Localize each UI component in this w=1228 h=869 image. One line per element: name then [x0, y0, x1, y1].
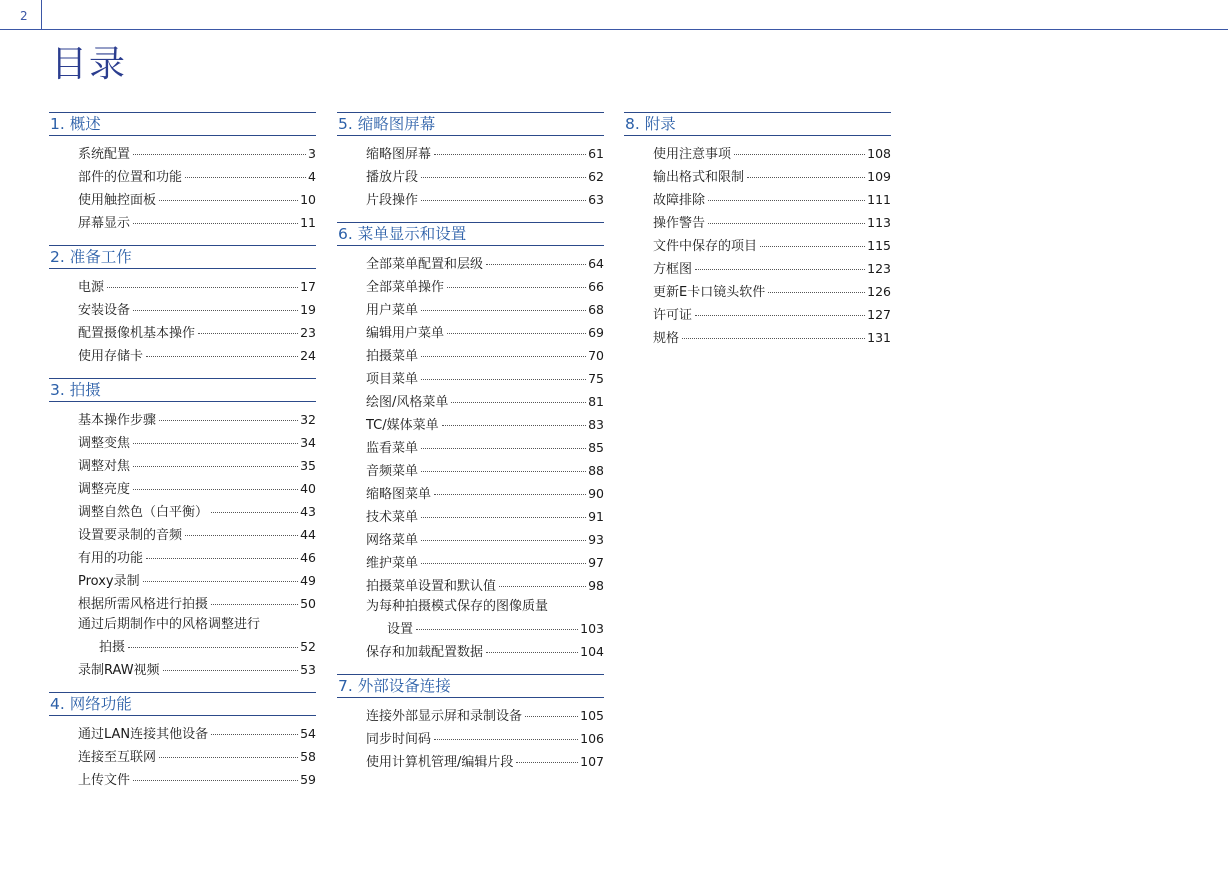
dot-leader — [760, 246, 865, 247]
dot-leader — [708, 223, 865, 224]
toc-entry-page: 35 — [300, 458, 316, 473]
dot-leader — [198, 333, 298, 334]
dot-leader — [146, 558, 298, 559]
toc-entry-page: 108 — [867, 146, 891, 161]
dot-leader — [159, 757, 298, 758]
toc-entry-page: 75 — [588, 371, 604, 386]
toc-entry-title: 许可证 — [653, 308, 693, 323]
toc-entry-title: 使用注意事项 — [653, 147, 732, 162]
toc-entry-page: 4 — [308, 169, 316, 184]
toc-entry-page: 107 — [580, 754, 604, 769]
toc-entry-page: 88 — [588, 463, 604, 478]
dot-leader — [146, 356, 298, 357]
toc-entry-page: 68 — [588, 302, 604, 317]
toc-entry[interactable] — [653, 188, 891, 211]
toc-entry-page: 64 — [588, 256, 604, 271]
toc-entry-title: 调整对焦 — [78, 459, 131, 474]
toc-entry-title: 同步时间码 — [366, 732, 432, 747]
toc-entry-title: TC/媒体菜单 — [366, 418, 439, 433]
toc-entry-title: 技术菜单 — [366, 510, 419, 525]
toc-entry-title: 缩略图屏幕 — [366, 147, 432, 162]
toc-entry-page: 54 — [300, 726, 316, 741]
toc-entry-title: 编辑用户菜单 — [366, 326, 445, 341]
section-heading[interactable]: 8. 附录 — [624, 112, 891, 136]
toc-entry-page: 105 — [580, 708, 604, 723]
toc-entry-page: 131 — [867, 330, 891, 345]
toc-column-1 — [49, 112, 316, 802]
dot-leader — [734, 154, 865, 155]
toc-entry-list — [337, 252, 604, 663]
toc-entry-page: 43 — [300, 504, 316, 519]
toc-entry[interactable] — [78, 745, 316, 768]
toc-entry-title: 根据所需风格进行拍摄 — [78, 597, 209, 612]
toc-entry[interactable] — [366, 617, 604, 640]
toc-entry[interactable] — [366, 551, 604, 574]
dot-leader — [421, 517, 586, 518]
toc-entry-page: 93 — [588, 532, 604, 547]
toc-entry[interactable] — [366, 528, 604, 551]
toc-entry-title: 安装设备 — [78, 303, 131, 318]
dot-leader — [442, 425, 586, 426]
toc-entry[interactable] — [366, 436, 604, 459]
toc-entry-page: 66 — [588, 279, 604, 294]
toc-entry[interactable] — [78, 188, 316, 211]
toc-section — [624, 112, 891, 349]
toc-entry-title: 连接外部显示屏和录制设备 — [366, 709, 523, 724]
toc-entry-page: 11 — [300, 215, 316, 230]
dot-leader — [159, 420, 298, 421]
toc-section — [49, 112, 316, 234]
toc-entry-title: 调整亮度 — [78, 482, 131, 497]
dot-leader — [768, 292, 865, 293]
toc-entry-title: 音频菜单 — [366, 464, 419, 479]
toc-entry[interactable] — [366, 252, 604, 275]
toc-entry-title: 通过后期制作中的风格调整进行 — [78, 617, 261, 632]
dot-leader — [143, 581, 298, 582]
toc-entry-page: 23 — [300, 325, 316, 340]
dot-leader — [682, 338, 865, 339]
page-title: 目录 — [51, 44, 128, 85]
toc-column-2 — [337, 112, 604, 784]
toc-entry-title: 调整变焦 — [78, 436, 131, 451]
toc-entry-page: 109 — [867, 169, 891, 184]
toc-entry-title: 使用触控面板 — [78, 193, 157, 208]
dot-leader — [695, 315, 865, 316]
toc-column-3 — [624, 112, 891, 360]
dot-leader — [421, 471, 586, 472]
toc-entry-page: 17 — [300, 279, 316, 294]
toc-entry-title: Proxy录制 — [78, 574, 140, 589]
toc-entry[interactable] — [78, 658, 316, 681]
toc-entry[interactable] — [366, 727, 604, 750]
toc-entry-page: 59 — [300, 772, 316, 787]
toc-entry[interactable] — [366, 321, 604, 344]
toc-entry-list — [337, 142, 604, 211]
toc-entry[interactable] — [78, 768, 316, 791]
toc-entry-title: 拍摄菜单 — [366, 349, 419, 364]
toc-entry[interactable] — [78, 722, 316, 745]
toc-entry-title: 拍摄菜单设置和默认值 — [366, 579, 497, 594]
dot-leader — [708, 200, 865, 201]
toc-section — [49, 378, 316, 681]
toc-entry[interactable] — [366, 505, 604, 528]
toc-entry-title: 录制RAW视频 — [78, 663, 160, 678]
toc-entry[interactable] — [78, 275, 316, 298]
toc-entry-multiline[interactable] — [366, 597, 604, 640]
dot-leader — [421, 379, 586, 380]
section-heading[interactable]: 3. 拍摄 — [49, 378, 316, 402]
toc-entry-title: 操作警告 — [653, 216, 706, 231]
toc-entry-page: 3 — [308, 146, 316, 161]
toc-entry[interactable] — [78, 454, 316, 477]
toc-entry-title: 文件中保存的项目 — [653, 239, 758, 254]
toc-entry[interactable] — [366, 640, 604, 663]
toc-entry-list — [49, 408, 316, 681]
toc-entry-title: 使用计算机管理/编辑片段 — [366, 755, 514, 770]
dot-leader — [747, 177, 865, 178]
toc-entry-page: 44 — [300, 527, 316, 542]
header-rule — [0, 29, 1228, 30]
toc-section — [49, 245, 316, 367]
section-heading[interactable]: 2. 准备工作 — [49, 245, 316, 269]
dot-leader — [185, 177, 306, 178]
toc-entry[interactable] — [366, 275, 604, 298]
toc-entry[interactable] — [653, 165, 891, 188]
toc-section — [337, 674, 604, 773]
dot-leader — [211, 604, 298, 605]
dot-leader — [434, 154, 586, 155]
dot-leader — [133, 223, 298, 224]
toc-entry-title: 有用的功能 — [78, 551, 144, 566]
toc-entry-title: 规格 — [653, 331, 680, 346]
dot-leader — [421, 448, 586, 449]
toc-entry-page: 46 — [300, 550, 316, 565]
toc-entry[interactable] — [366, 367, 604, 390]
toc-entry-page: 83 — [588, 417, 604, 432]
toc-entry-page: 24 — [300, 348, 316, 363]
toc-entry-title: 上传文件 — [78, 773, 131, 788]
toc-entry-title: 维护菜单 — [366, 556, 419, 571]
toc-entry-list — [337, 704, 604, 773]
toc-entry-multiline[interactable] — [78, 615, 316, 658]
toc-entry[interactable] — [366, 188, 604, 211]
toc-entry-page: 127 — [867, 307, 891, 322]
dot-leader — [128, 647, 298, 648]
toc-entry-page: 123 — [867, 261, 891, 276]
toc-entry-page: 126 — [867, 284, 891, 299]
toc-entry-page: 98 — [588, 578, 604, 593]
toc-entry[interactable] — [653, 280, 891, 303]
toc-entry-title: 监看菜单 — [366, 441, 419, 456]
toc-entry[interactable] — [653, 142, 891, 165]
toc-entry-title: 电源 — [78, 280, 105, 295]
toc-entry[interactable] — [366, 142, 604, 165]
toc-entry-title: 设置 — [387, 622, 414, 637]
toc-entry[interactable] — [78, 635, 316, 658]
toc-entry-title: 片段操作 — [366, 193, 419, 208]
toc-entry-page: 10 — [300, 192, 316, 207]
toc-entry[interactable] — [78, 546, 316, 569]
toc-section — [337, 222, 604, 663]
toc-entry-title: 网络菜单 — [366, 533, 419, 548]
toc-entry-title: 全部菜单操作 — [366, 280, 445, 295]
dot-leader — [516, 762, 578, 763]
toc-entry-page: 106 — [580, 731, 604, 746]
toc-entry[interactable] — [78, 298, 316, 321]
toc-entry-title: 设置要录制的音频 — [78, 528, 183, 543]
toc-entry-page: 58 — [300, 749, 316, 764]
toc-entry[interactable] — [366, 704, 604, 727]
toc-entry[interactable] — [366, 750, 604, 773]
toc-entry-title: 绘图/风格菜单 — [366, 395, 449, 410]
dot-leader — [133, 780, 298, 781]
dot-leader — [447, 287, 586, 288]
page-number: 2 — [20, 9, 28, 23]
dot-leader — [107, 287, 298, 288]
toc-entry[interactable] — [78, 142, 316, 165]
dot-leader — [416, 629, 578, 630]
toc-entry-title: 缩略图菜单 — [366, 487, 432, 502]
dot-leader — [421, 540, 586, 541]
toc-entry[interactable] — [78, 344, 316, 367]
toc-entry-page: 50 — [300, 596, 316, 611]
toc-entry-title: 屏幕显示 — [78, 216, 131, 231]
toc-entry[interactable] — [653, 257, 891, 280]
dot-leader — [486, 652, 578, 653]
toc-entry[interactable] — [366, 344, 604, 367]
dot-leader — [447, 333, 586, 334]
header-separator — [41, 0, 42, 30]
toc-entry[interactable] — [78, 500, 316, 523]
dot-leader — [185, 535, 298, 536]
toc-entry[interactable] — [653, 303, 891, 326]
toc-entry-page: 62 — [588, 169, 604, 184]
dot-leader — [133, 466, 298, 467]
toc-entry-page: 69 — [588, 325, 604, 340]
dot-leader — [133, 154, 306, 155]
toc-entry-title: 播放片段 — [366, 170, 419, 185]
toc-entry-page: 104 — [580, 644, 604, 659]
toc-entry-page: 103 — [580, 621, 604, 636]
toc-entry[interactable] — [653, 326, 891, 349]
dot-leader — [525, 716, 578, 717]
dot-leader — [159, 200, 298, 201]
toc-entry-page: 19 — [300, 302, 316, 317]
toc-entry[interactable] — [366, 165, 604, 188]
toc-entry-page: 70 — [588, 348, 604, 363]
section-heading[interactable]: 6. 菜单显示和设置 — [337, 222, 604, 246]
toc-entry-title: 部件的位置和功能 — [78, 170, 183, 185]
toc-entry[interactable] — [366, 298, 604, 321]
dot-leader — [211, 512, 298, 513]
dot-leader — [421, 310, 586, 311]
toc-entry-page: 97 — [588, 555, 604, 570]
toc-entry[interactable] — [366, 413, 604, 436]
dot-leader — [421, 356, 586, 357]
toc-section — [49, 692, 316, 791]
toc-entry-page: 53 — [300, 662, 316, 677]
toc-entry-list — [49, 722, 316, 791]
toc-entry-title: 系统配置 — [78, 147, 131, 162]
toc-entry-page: 63 — [588, 192, 604, 207]
dot-leader — [434, 739, 578, 740]
toc-entry-page: 85 — [588, 440, 604, 455]
toc-entry[interactable] — [366, 574, 604, 597]
dot-leader — [211, 734, 298, 735]
toc-entry-title: 项目菜单 — [366, 372, 419, 387]
toc-entry-title: 通过LAN连接其他设备 — [78, 727, 209, 742]
toc-entry-title: 输出格式和限制 — [653, 170, 745, 185]
toc-entry-title: 全部菜单配置和层级 — [366, 257, 484, 272]
toc-entry-title: 使用存储卡 — [78, 349, 144, 364]
toc-entry[interactable] — [78, 431, 316, 454]
toc-entry-list — [624, 142, 891, 349]
toc-entry-page: 113 — [867, 215, 891, 230]
toc-entry-page: 115 — [867, 238, 891, 253]
toc-entry[interactable] — [78, 321, 316, 344]
dot-leader — [421, 200, 586, 201]
toc-entry[interactable] — [653, 211, 891, 234]
toc-entry-page: 111 — [867, 192, 891, 207]
dot-leader — [499, 586, 586, 587]
section-heading[interactable]: 1. 概述 — [49, 112, 316, 136]
toc-entry[interactable] — [366, 482, 604, 505]
dot-leader — [421, 563, 586, 564]
toc-section — [337, 112, 604, 211]
toc-entry-title: 保存和加载配置数据 — [366, 645, 484, 660]
dot-leader — [434, 494, 586, 495]
toc-entry[interactable] — [78, 592, 316, 615]
toc-entry[interactable] — [366, 459, 604, 482]
toc-entry[interactable] — [78, 211, 316, 234]
toc-entry[interactable] — [78, 165, 316, 188]
dot-leader — [421, 177, 586, 178]
toc-entry[interactable] — [78, 408, 316, 431]
section-heading[interactable]: 7. 外部设备连接 — [337, 674, 604, 698]
section-heading[interactable]: 5. 缩略图屏幕 — [337, 112, 604, 136]
toc-entry-title: 方框图 — [653, 262, 693, 277]
dot-leader — [486, 264, 586, 265]
toc-entry-page: 34 — [300, 435, 316, 450]
toc-entry-title: 配置摄像机基本操作 — [78, 326, 196, 341]
toc-entry-title: 用户菜单 — [366, 303, 419, 318]
toc-entry-title: 基本操作步骤 — [78, 413, 157, 428]
toc-entry-page: 90 — [588, 486, 604, 501]
toc-entry-page: 91 — [588, 509, 604, 524]
toc-entry-page: 81 — [588, 394, 604, 409]
toc-entry[interactable] — [366, 390, 604, 413]
dot-leader — [133, 443, 298, 444]
toc-entry-title: 拍摄 — [99, 640, 126, 655]
toc-entry-page: 52 — [300, 639, 316, 654]
toc-entry-list — [49, 142, 316, 234]
toc-entry-page: 61 — [588, 146, 604, 161]
toc-entry-page: 49 — [300, 573, 316, 588]
toc-entry[interactable] — [78, 523, 316, 546]
toc-entry-title: 调整自然色（白平衡） — [78, 505, 209, 520]
toc-entry-page: 40 — [300, 481, 316, 496]
dot-leader — [163, 670, 299, 671]
dot-leader — [133, 489, 298, 490]
toc-entry-title: 连接至互联网 — [78, 750, 157, 765]
toc-entry-page: 32 — [300, 412, 316, 427]
toc-entry[interactable] — [78, 477, 316, 500]
dot-leader — [133, 310, 298, 311]
toc-entry-title: 故障排除 — [653, 193, 706, 208]
toc-entry-list — [49, 275, 316, 367]
toc-entry[interactable] — [653, 234, 891, 257]
section-heading[interactable]: 4. 网络功能 — [49, 692, 316, 716]
toc-entry[interactable] — [78, 569, 316, 592]
toc-entry-title: 为每种拍摄模式保存的图像质量 — [366, 599, 549, 614]
dot-leader — [451, 402, 586, 403]
dot-leader — [695, 269, 865, 270]
toc-entry-title: 更新E卡口镜头软件 — [653, 285, 766, 300]
